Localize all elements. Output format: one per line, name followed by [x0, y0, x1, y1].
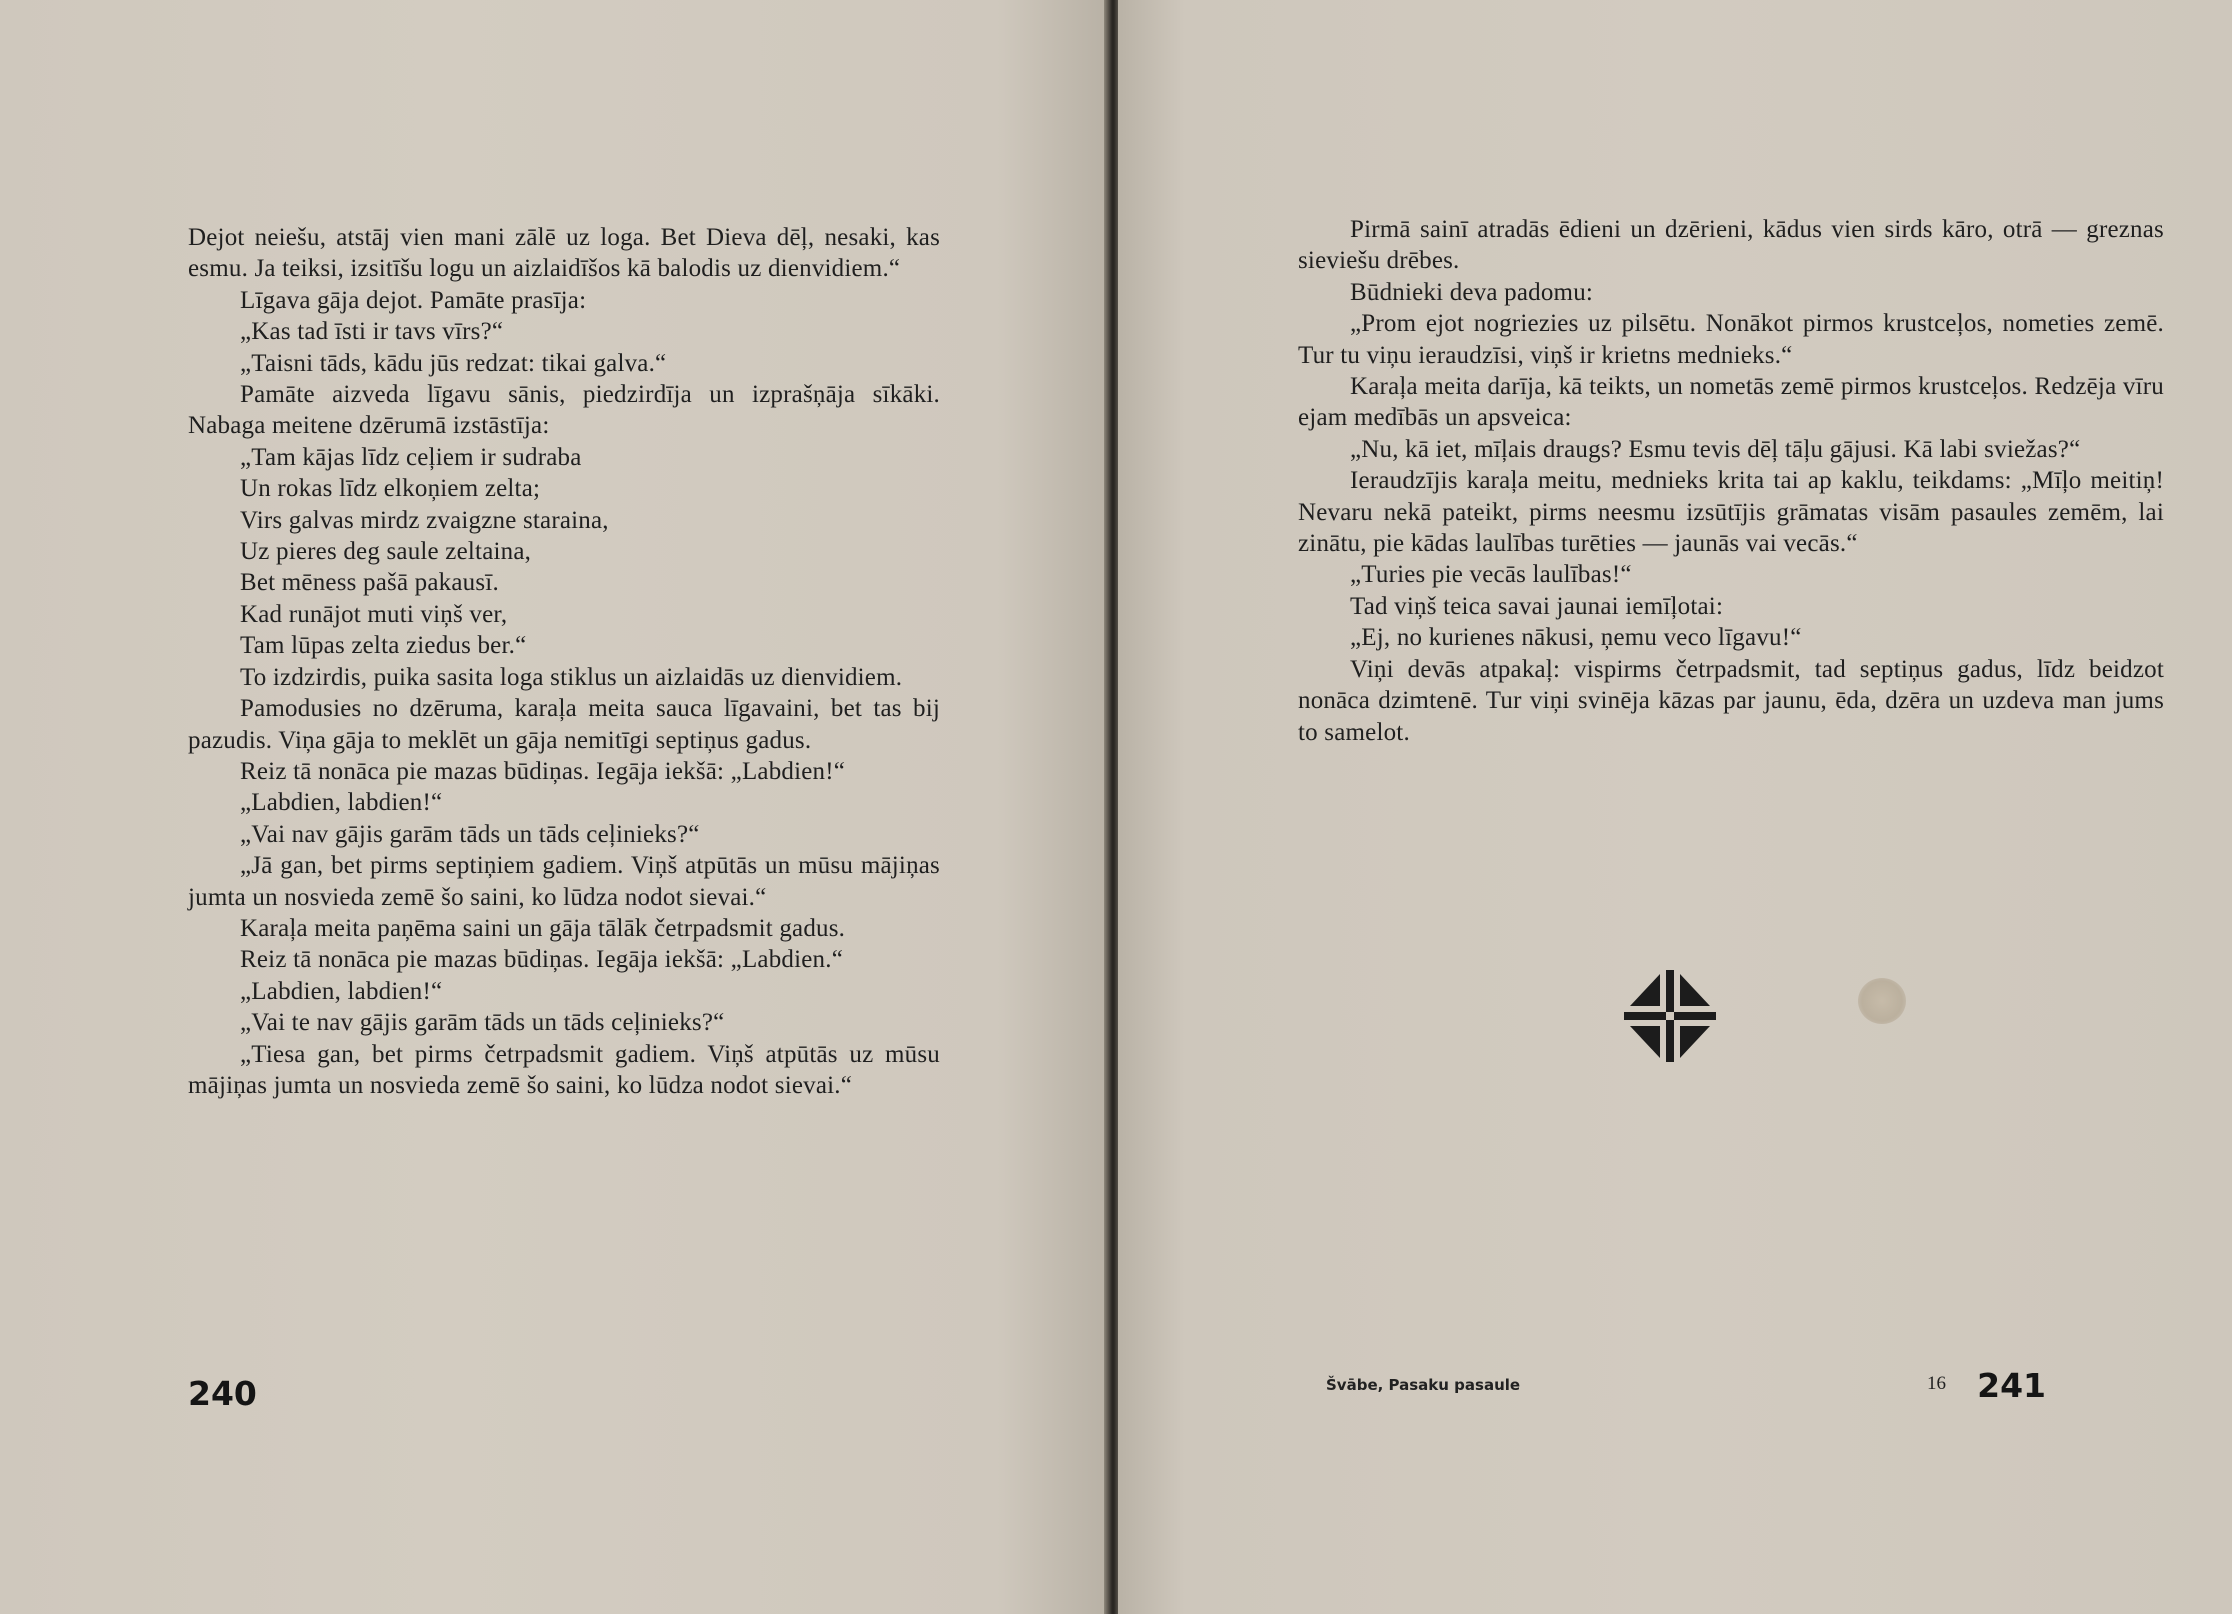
paragraph: „Jā gan, bet pirms septiņiem gadiem. Viņš atpūtās un mūsu mājiņas jumta un nosvieda zemē šo saini, ko lūdza nodot sievai.“ — [188, 852, 940, 911]
paragraph: „Nu, kā iet, mīļais draugs? Esmu tevis dēļ tāļu gājusi. Kā labi sviežas?“ — [1350, 435, 2081, 463]
page-number-right: 241 — [1977, 1366, 2046, 1405]
paragraph: Karaļa meita darīja, kā teikts, un nometās zemē pirmos krustceļos. Redzēja vīru ejam medībās un apsveica: — [1298, 373, 2164, 432]
paragraph: „Taisni tāds, kādu jūs redzat: tikai galva.“ — [240, 349, 667, 377]
paragraph: Ieraudzījis karaļa meitu, mednieks krita tai ap kaklu, teikdams: „Mīļo meitiņ! Nevaru nekā pateikt, pirms neesmu izsūtījis grāmatas visām pasaules zemēm, lai zinātu, pie kādas laulības turēties — jaunās vai vecās.“ — [1298, 467, 2164, 558]
paragraph: Reiz tā nonāca pie mazas būdiņas. Iegāja iekšā: „Labdien!“ — [240, 757, 846, 785]
paragraph: „Labdien, labdien!“ — [240, 977, 443, 1005]
verse-line: Tam lūpas zelta ziedus ber.“ — [240, 632, 527, 660]
paragraph: Reiz tā nonāca pie mazas būdiņas. Iegāja iekšā: „Labdien.“ — [240, 946, 843, 974]
paragraph: „Tiesa gan, bet pirms četrpadsmit gadiem. Viņš atpūtās uz mūsu mājiņas jumta un nosvieda zemē šo saini, ko lūdza nodot sievai.“ — [188, 1040, 940, 1099]
cross-arrows-ornament-icon — [1624, 970, 1716, 1062]
right-page — [1118, 0, 2232, 1614]
paragraph: „Labdien, labdien!“ — [240, 789, 443, 817]
verse-line: Bet mēness pašā pakausī. — [240, 569, 499, 597]
verse-line: Uz pieres deg saule zeltaina, — [240, 538, 532, 566]
paragraph: „Vai nav gājis garām tāds un tāds ceļinieks?“ — [240, 820, 700, 848]
paragraph: „Ej, no kurienes nākusi, ņemu veco līgavu!“ — [1350, 624, 1802, 652]
paragraph: Līgava gāja dejot. Pamāte prasīja: — [240, 286, 587, 314]
paragraph: „Prom ejot nogriezies uz pilsētu. Nonākot pirmos krustceļos, nometies zemē. Tur tu viņu ieraudzīsi, viņš ir krietns mednieks.“ — [1298, 310, 2164, 369]
right-page-text — [1298, 214, 2164, 748]
paragraph: Karaļa meita paņēma saini un gāja tālāk četrpadsmit gadus. — [240, 914, 846, 942]
paper-stain — [1858, 978, 1906, 1024]
paragraph: Pamāte aizveda līgavu sānis, piedzirdīja un izprašņāja sīkāki. Nabaga meitene dzērumā izstāstīja: — [188, 381, 940, 440]
paragraph: „Kas tad īsti ir tavs vīrs?“ — [240, 318, 504, 346]
paragraph: „Turies pie vecās laulības!“ — [1350, 561, 1632, 589]
paragraph: Pirmā sainī atradās ēdieni un dzērieni, kādus vien sirds kāro, otrā — greznas sieviešu drēbes. — [1298, 216, 2164, 275]
verse-line: „Tam kājas līdz ceļiem ir sudraba — [240, 443, 582, 471]
paragraph: Būdnieki deva padomu: — [1350, 278, 1594, 306]
paragraph: Tad viņš teica savai jaunai iemīļotai: — [1350, 592, 1724, 620]
left-page-text — [188, 222, 940, 1101]
paragraph: Pamodusies no dzēruma, karaļa meita sauca līgavaini, bet tas bij pazudis. Viņa gāja to meklēt un gāja nemitīgi septiņus gadus. — [188, 695, 940, 754]
paragraph: „Vai te nav gājis garām tāds un tāds ceļinieks?“ — [240, 1009, 725, 1037]
verse-line: Virs galvas mirdz zvaigzne staraina, — [240, 506, 609, 534]
paragraph: To izdzirdis, puika sasita loga stiklus un aizlaidās uz dienvidiem. — [240, 663, 903, 691]
running-footer: Švābe, Pasaku pasaule — [1326, 1376, 1521, 1394]
signature-mark: 16 — [1927, 1373, 1946, 1394]
verse-line: Un rokas līdz elkoņiem zelta; — [240, 475, 541, 503]
verse-line: Kad runājot muti viņš ver, — [240, 600, 508, 628]
left-page — [0, 0, 1108, 1614]
page-number-left: 240 — [188, 1374, 257, 1413]
paragraph: Viņi devās atpakaļ: vispirms četrpadsmit, tad septiņus gadus, līdz beidzot nonāca dzimtenē. Tur viņi svinēja kāzas par jaunu, ēda, dzēra un uzdeva man jums to samelot. — [1298, 655, 2164, 746]
paragraph: Dejot neiešu, atstāj vien mani zālē uz loga. Bet Dieva dēļ, nesaki, kas esmu. Ja teiksi, izsitīšu logu un aizlaidīšos kā balodis uz dienvidiem.“ — [188, 224, 940, 283]
